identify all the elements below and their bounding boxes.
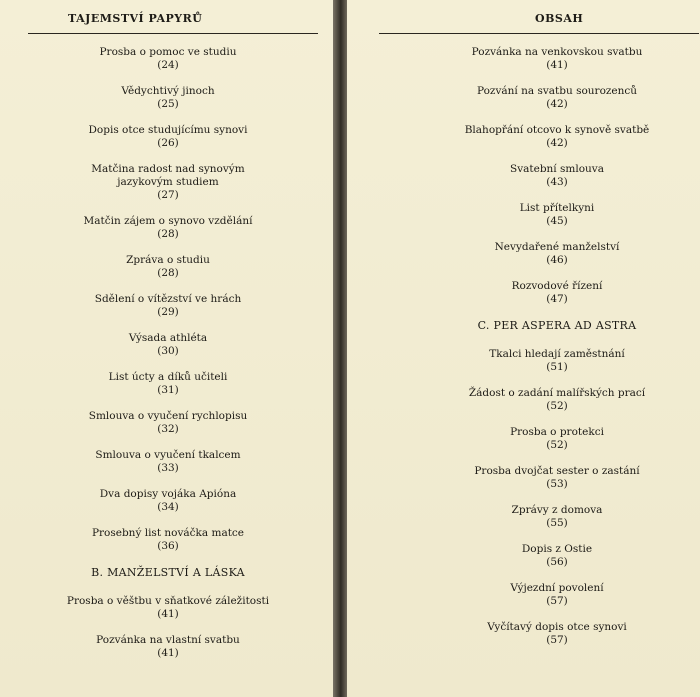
entry-number: (31)	[157, 384, 179, 396]
toc-entry	[38, 527, 298, 553]
entry-number: (32)	[157, 423, 179, 435]
toc-entry	[417, 348, 697, 374]
book-gutter	[333, 0, 347, 697]
toc-entry	[417, 85, 697, 111]
entry-number: (56)	[546, 556, 568, 568]
entry-title: Prosba dvojčat sester o zastání	[474, 465, 640, 477]
entry-number: (25)	[157, 98, 179, 110]
entry-title: Smlouva o vyučení rychlopisu	[88, 410, 248, 422]
toc-entry	[38, 410, 298, 436]
toc-entry	[38, 46, 298, 72]
toc-entry	[38, 332, 298, 358]
entry-number: (41)	[546, 59, 568, 71]
entry-title: Nevydařené manželství	[494, 241, 620, 253]
toc-entry	[417, 582, 697, 608]
entry-title: Sdělení o vítězství ve hrách	[94, 293, 242, 305]
entry-title: Dopis otce studujícímu synovi	[88, 124, 248, 136]
entry-title: Prosba o pomoc ve studiu	[99, 46, 237, 58]
toc-entry	[38, 215, 298, 241]
entry-title: Výjezdní povolení	[510, 582, 604, 594]
toc-entry	[38, 163, 298, 202]
entry-title: List úcty a díků učiteli	[108, 371, 228, 383]
toc-entry	[38, 488, 298, 514]
entry-title: Dva dopisy vojáka Apióna	[99, 488, 237, 500]
entry-title: Vědychtivý jinoch	[121, 85, 215, 97]
entry-number: (45)	[546, 215, 568, 227]
header-rule-left	[28, 33, 318, 34]
toc-entry	[417, 426, 697, 452]
running-header-left: TAJEMSTVÍ PAPYRŮ	[68, 12, 203, 25]
header-rule-right	[379, 33, 699, 34]
entry-number: (57)	[546, 595, 568, 607]
section-heading: B. MANŽELSTVÍ A LÁSKA	[91, 566, 245, 579]
entry-title: Svatební smlouva	[510, 163, 604, 175]
toc-entry	[417, 465, 697, 491]
toc-entry	[38, 293, 298, 319]
toc-entry	[38, 85, 298, 111]
entry-title: Smlouva o vyučení tkalcem	[95, 449, 241, 461]
entry-title: Zpráva o studiu	[126, 254, 210, 266]
entry-title: Zprávy z domova	[511, 504, 603, 516]
entry-number: (27)	[157, 189, 179, 201]
toc-entry	[38, 254, 298, 280]
entry-number: (33)	[157, 462, 179, 474]
entry-title: List přítelkyni	[519, 202, 595, 214]
entry-number: (52)	[546, 439, 568, 451]
entry-title: Dopis z Ostie	[521, 543, 593, 555]
toc-entry	[417, 46, 697, 72]
entry-title: Výsada athléta	[128, 332, 208, 344]
entry-number: (26)	[157, 137, 179, 149]
entry-number: (42)	[546, 137, 568, 149]
entry-number: (57)	[546, 634, 568, 646]
entry-title: Pozvání na svatbu sourozenců	[476, 85, 638, 97]
entry-title: Blahopřání otcovo k synově svatbě	[464, 124, 650, 136]
toc-entry	[417, 124, 697, 150]
toc-entry	[38, 124, 298, 150]
entry-title: Prosebný list nováčka matce	[91, 527, 245, 539]
toc-list-left	[38, 46, 298, 673]
running-header-right: OBSAH	[535, 12, 584, 25]
entry-number: (42)	[546, 98, 568, 110]
entry-number: (46)	[546, 254, 568, 266]
entry-number: (51)	[546, 361, 568, 373]
entry-title: Prosba o protekci	[510, 426, 604, 438]
entry-number: (47)	[546, 293, 568, 305]
entry-number: (41)	[157, 647, 179, 659]
entry-title: Pozvánka na vlastní svatbu	[96, 634, 240, 646]
toc-entry	[417, 621, 697, 647]
entry-title: Matčina radost nad synovým jazykovým studiem	[91, 163, 245, 188]
entry-number: (43)	[546, 176, 568, 188]
entry-title: Matčin zájem o synovo vzdělání	[83, 215, 253, 227]
toc-entry	[417, 504, 697, 530]
entry-number: (24)	[157, 59, 179, 71]
toc-entry	[417, 543, 697, 569]
toc-list-right	[417, 46, 697, 660]
entry-number: (28)	[157, 267, 179, 279]
entry-title: Žádost o zadání malířských prací	[468, 387, 646, 399]
entry-title: Rozvodové řízení	[511, 280, 603, 292]
toc-entry	[38, 371, 298, 397]
toc-entry	[417, 280, 697, 306]
entry-number: (53)	[546, 478, 568, 490]
toc-entry	[417, 163, 697, 189]
entry-title: Prosba o věštbu v sňatkové záležitosti	[66, 595, 270, 607]
entry-number: (55)	[546, 517, 568, 529]
entry-title: Vyčítavý dopis otce synovi	[487, 621, 627, 633]
section-heading: C. PER ASPERA AD ASTRA	[477, 319, 637, 332]
entry-title: Tkalci hledají zaměstnání	[489, 348, 625, 360]
entry-number: (34)	[157, 501, 179, 513]
entry-number: (29)	[157, 306, 179, 318]
entry-number: (41)	[157, 608, 179, 620]
left-page	[0, 0, 333, 697]
toc-entry	[38, 595, 298, 621]
toc-entry	[38, 449, 298, 475]
toc-entry	[38, 634, 298, 660]
entry-number: (28)	[157, 228, 179, 240]
entry-number: (52)	[546, 400, 568, 412]
right-page	[347, 0, 700, 697]
entry-number: (36)	[157, 540, 179, 552]
entry-number: (30)	[157, 345, 179, 357]
entry-title: Pozvánka na venkovskou svatbu	[471, 46, 643, 58]
toc-entry	[417, 202, 697, 228]
toc-entry	[417, 241, 697, 267]
toc-entry	[417, 387, 697, 413]
